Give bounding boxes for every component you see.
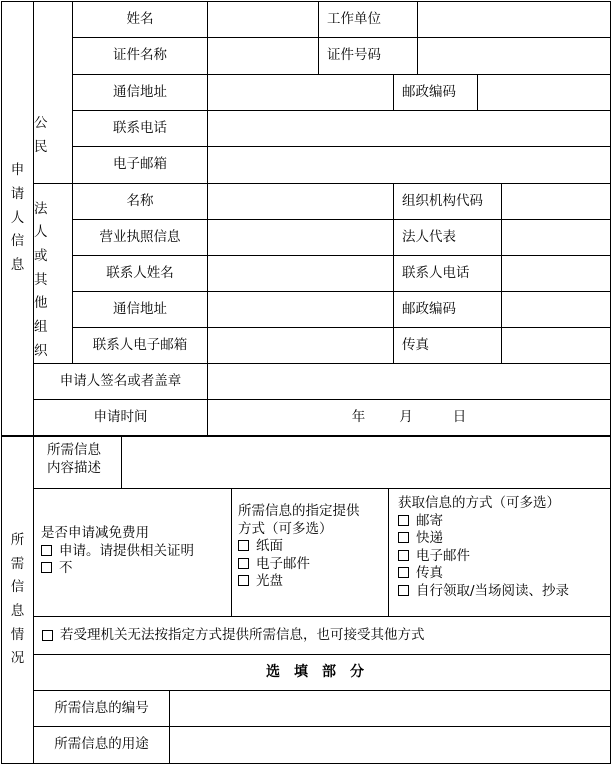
org-postcode-label: 邮政编码 <box>393 291 502 328</box>
org-group-label <box>33 183 73 364</box>
provide-option-disc[interactable] <box>238 573 283 591</box>
info-title-char: 情 <box>10 626 25 643</box>
fee-option-apply-label: 申请。请提供相关证明 <box>59 542 194 559</box>
accept-other-method-row[interactable] <box>33 616 611 655</box>
obtain-option-mail[interactable] <box>398 513 443 531</box>
org-code-label: 组织机构代码 <box>393 183 502 220</box>
info-number-label: 所需信息的编号 <box>33 690 170 727</box>
citizen-postcode-field[interactable] <box>477 74 611 111</box>
info-description-field[interactable] <box>121 436 611 489</box>
applicant-title-char: 信 <box>10 233 25 250</box>
info-description-label-line2: 内容描述 <box>47 459 101 476</box>
org-label-char: 或 <box>34 248 48 265</box>
checkbox-icon[interactable] <box>41 545 52 556</box>
obtain-option-fax[interactable] <box>398 565 443 583</box>
obtain-option-self-pickup-label: 自行领取/当场阅读、抄录 <box>416 582 570 599</box>
apply-time-label: 申请时间 <box>33 399 208 436</box>
obtain-option-self-pickup[interactable] <box>398 583 569 601</box>
org-fax-field[interactable] <box>501 327 611 364</box>
provide-option-email[interactable] <box>238 556 310 574</box>
info-title-char: 需 <box>10 555 25 572</box>
obtain-option-mail-label: 邮寄 <box>416 512 443 529</box>
org-name-label: 名称 <box>72 183 208 220</box>
citizen-address-label: 通信地址 <box>72 74 208 111</box>
org-label-char: 人 <box>34 224 48 241</box>
provide-option-disc-label: 光盘 <box>256 573 283 590</box>
org-license-label: 营业执照信息 <box>72 219 208 256</box>
provide-option-paper-label: 纸面 <box>256 538 283 555</box>
citizen-work-unit-label: 工作单位 <box>318 1 418 38</box>
signature-field[interactable] <box>207 363 611 400</box>
checkbox-icon[interactable] <box>398 532 409 543</box>
org-fax-label: 传真 <box>393 327 502 364</box>
org-name-field[interactable] <box>207 183 394 220</box>
citizen-email-field[interactable] <box>207 146 611 184</box>
optional-section-header <box>33 654 611 691</box>
obtain-option-express-label: 快递 <box>416 530 443 547</box>
citizen-group-label <box>33 1 73 184</box>
info-section-title <box>1 436 34 764</box>
obtain-option-express[interactable] <box>398 530 443 548</box>
org-label-char: 法 <box>34 200 48 217</box>
checkbox-icon[interactable] <box>238 558 249 569</box>
org-contact-phone-field[interactable] <box>501 255 611 292</box>
citizen-id-number-field[interactable] <box>417 37 611 75</box>
checkbox-icon[interactable] <box>398 567 409 578</box>
citizen-id-type-label: 证件名称 <box>72 37 208 75</box>
citizen-postcode-label: 邮政编码 <box>393 74 478 111</box>
fee-waiver-block <box>33 488 232 617</box>
applicant-title-char: 请 <box>10 186 25 203</box>
org-license-field[interactable] <box>207 219 394 256</box>
org-postcode-field[interactable] <box>501 291 611 328</box>
checkbox-icon[interactable] <box>398 585 409 596</box>
org-address-field[interactable] <box>207 291 394 328</box>
org-contact-email-label: 联系人电子邮箱 <box>72 327 208 364</box>
checkbox-icon[interactable] <box>41 562 52 573</box>
fee-option-no[interactable] <box>41 560 73 578</box>
org-legal-rep-label: 法人代表 <box>393 219 502 256</box>
accept-other-method-label: 若受理机关无法按指定方式提供所需信息，也可接受其他方式 <box>60 626 425 643</box>
checkbox-icon[interactable] <box>42 630 53 641</box>
org-address-label: 通信地址 <box>72 291 208 328</box>
obtain-method-block <box>388 488 611 617</box>
citizen-address-field[interactable] <box>207 74 394 111</box>
info-title-char: 所 <box>10 532 25 549</box>
info-title-char: 况 <box>10 650 25 667</box>
fee-waiver-title: 是否申请减免费用 <box>41 525 149 541</box>
org-contact-name-label: 联系人姓名 <box>72 255 208 292</box>
citizen-label-char: 民 <box>34 138 48 155</box>
provide-option-email-label: 电子邮件 <box>256 555 310 572</box>
info-description-label-line1: 所需信息 <box>47 442 101 458</box>
date-year-label: 年 <box>351 408 366 425</box>
checkbox-icon[interactable] <box>398 515 409 526</box>
org-label-char: 其 <box>34 271 48 288</box>
citizen-phone-label: 联系电话 <box>72 110 208 147</box>
provide-method-title-line2: 方式（可多选） <box>238 520 333 537</box>
info-title-char: 信 <box>10 579 25 596</box>
applicant-section-title <box>1 1 34 436</box>
org-label-char: 组 <box>34 318 48 335</box>
obtain-option-fax-label: 传真 <box>416 565 443 582</box>
citizen-name-label: 姓名 <box>72 1 208 38</box>
org-label-char: 织 <box>34 342 48 359</box>
provide-method-title-line1: 所需信息的指定提供 <box>238 503 360 519</box>
info-description-label <box>33 436 122 489</box>
citizen-name-field[interactable] <box>207 1 319 38</box>
citizen-phone-field[interactable] <box>207 110 611 147</box>
info-title-char: 息 <box>10 603 25 619</box>
obtain-method-title: 获取信息的方式（可多选） <box>398 495 560 511</box>
provide-method-block <box>231 488 389 617</box>
applicant-title-char: 申 <box>10 162 25 179</box>
org-legal-rep-field[interactable] <box>501 219 611 256</box>
fee-option-no-label: 不 <box>59 560 73 577</box>
applicant-title-char: 人 <box>10 209 25 226</box>
org-code-field[interactable] <box>501 183 611 220</box>
citizen-label-char: 公 <box>34 114 48 131</box>
info-usage-label: 所需信息的用途 <box>33 726 170 764</box>
org-contact-email-field[interactable] <box>207 327 394 364</box>
org-label-char: 他 <box>34 295 48 312</box>
signature-label: 申请人签名或者盖章 <box>33 363 208 400</box>
date-day-label: 日 <box>452 408 467 425</box>
checkbox-icon[interactable] <box>238 575 249 586</box>
obtain-option-email-label: 电子邮件 <box>416 547 470 564</box>
info-usage-field[interactable] <box>169 726 611 764</box>
org-contact-phone-label: 联系人电话 <box>393 255 502 292</box>
citizen-id-type-field[interactable] <box>207 37 319 75</box>
citizen-work-unit-field[interactable] <box>417 1 611 38</box>
org-contact-name-field[interactable] <box>207 255 394 292</box>
optional-section-header-text: 选填部分 <box>266 664 378 681</box>
checkbox-icon[interactable] <box>238 540 249 551</box>
citizen-id-number-label: 证件号码 <box>318 37 418 75</box>
citizen-email-label: 电子邮箱 <box>72 146 208 184</box>
date-month-label: 月 <box>399 408 413 425</box>
fee-option-apply[interactable] <box>41 543 194 561</box>
provide-option-paper[interactable] <box>238 538 283 556</box>
checkbox-icon[interactable] <box>398 550 409 561</box>
apply-time-field[interactable] <box>207 399 611 436</box>
obtain-option-email[interactable] <box>398 548 470 566</box>
info-number-field[interactable] <box>169 690 611 727</box>
applicant-title-char: 息 <box>10 256 25 273</box>
